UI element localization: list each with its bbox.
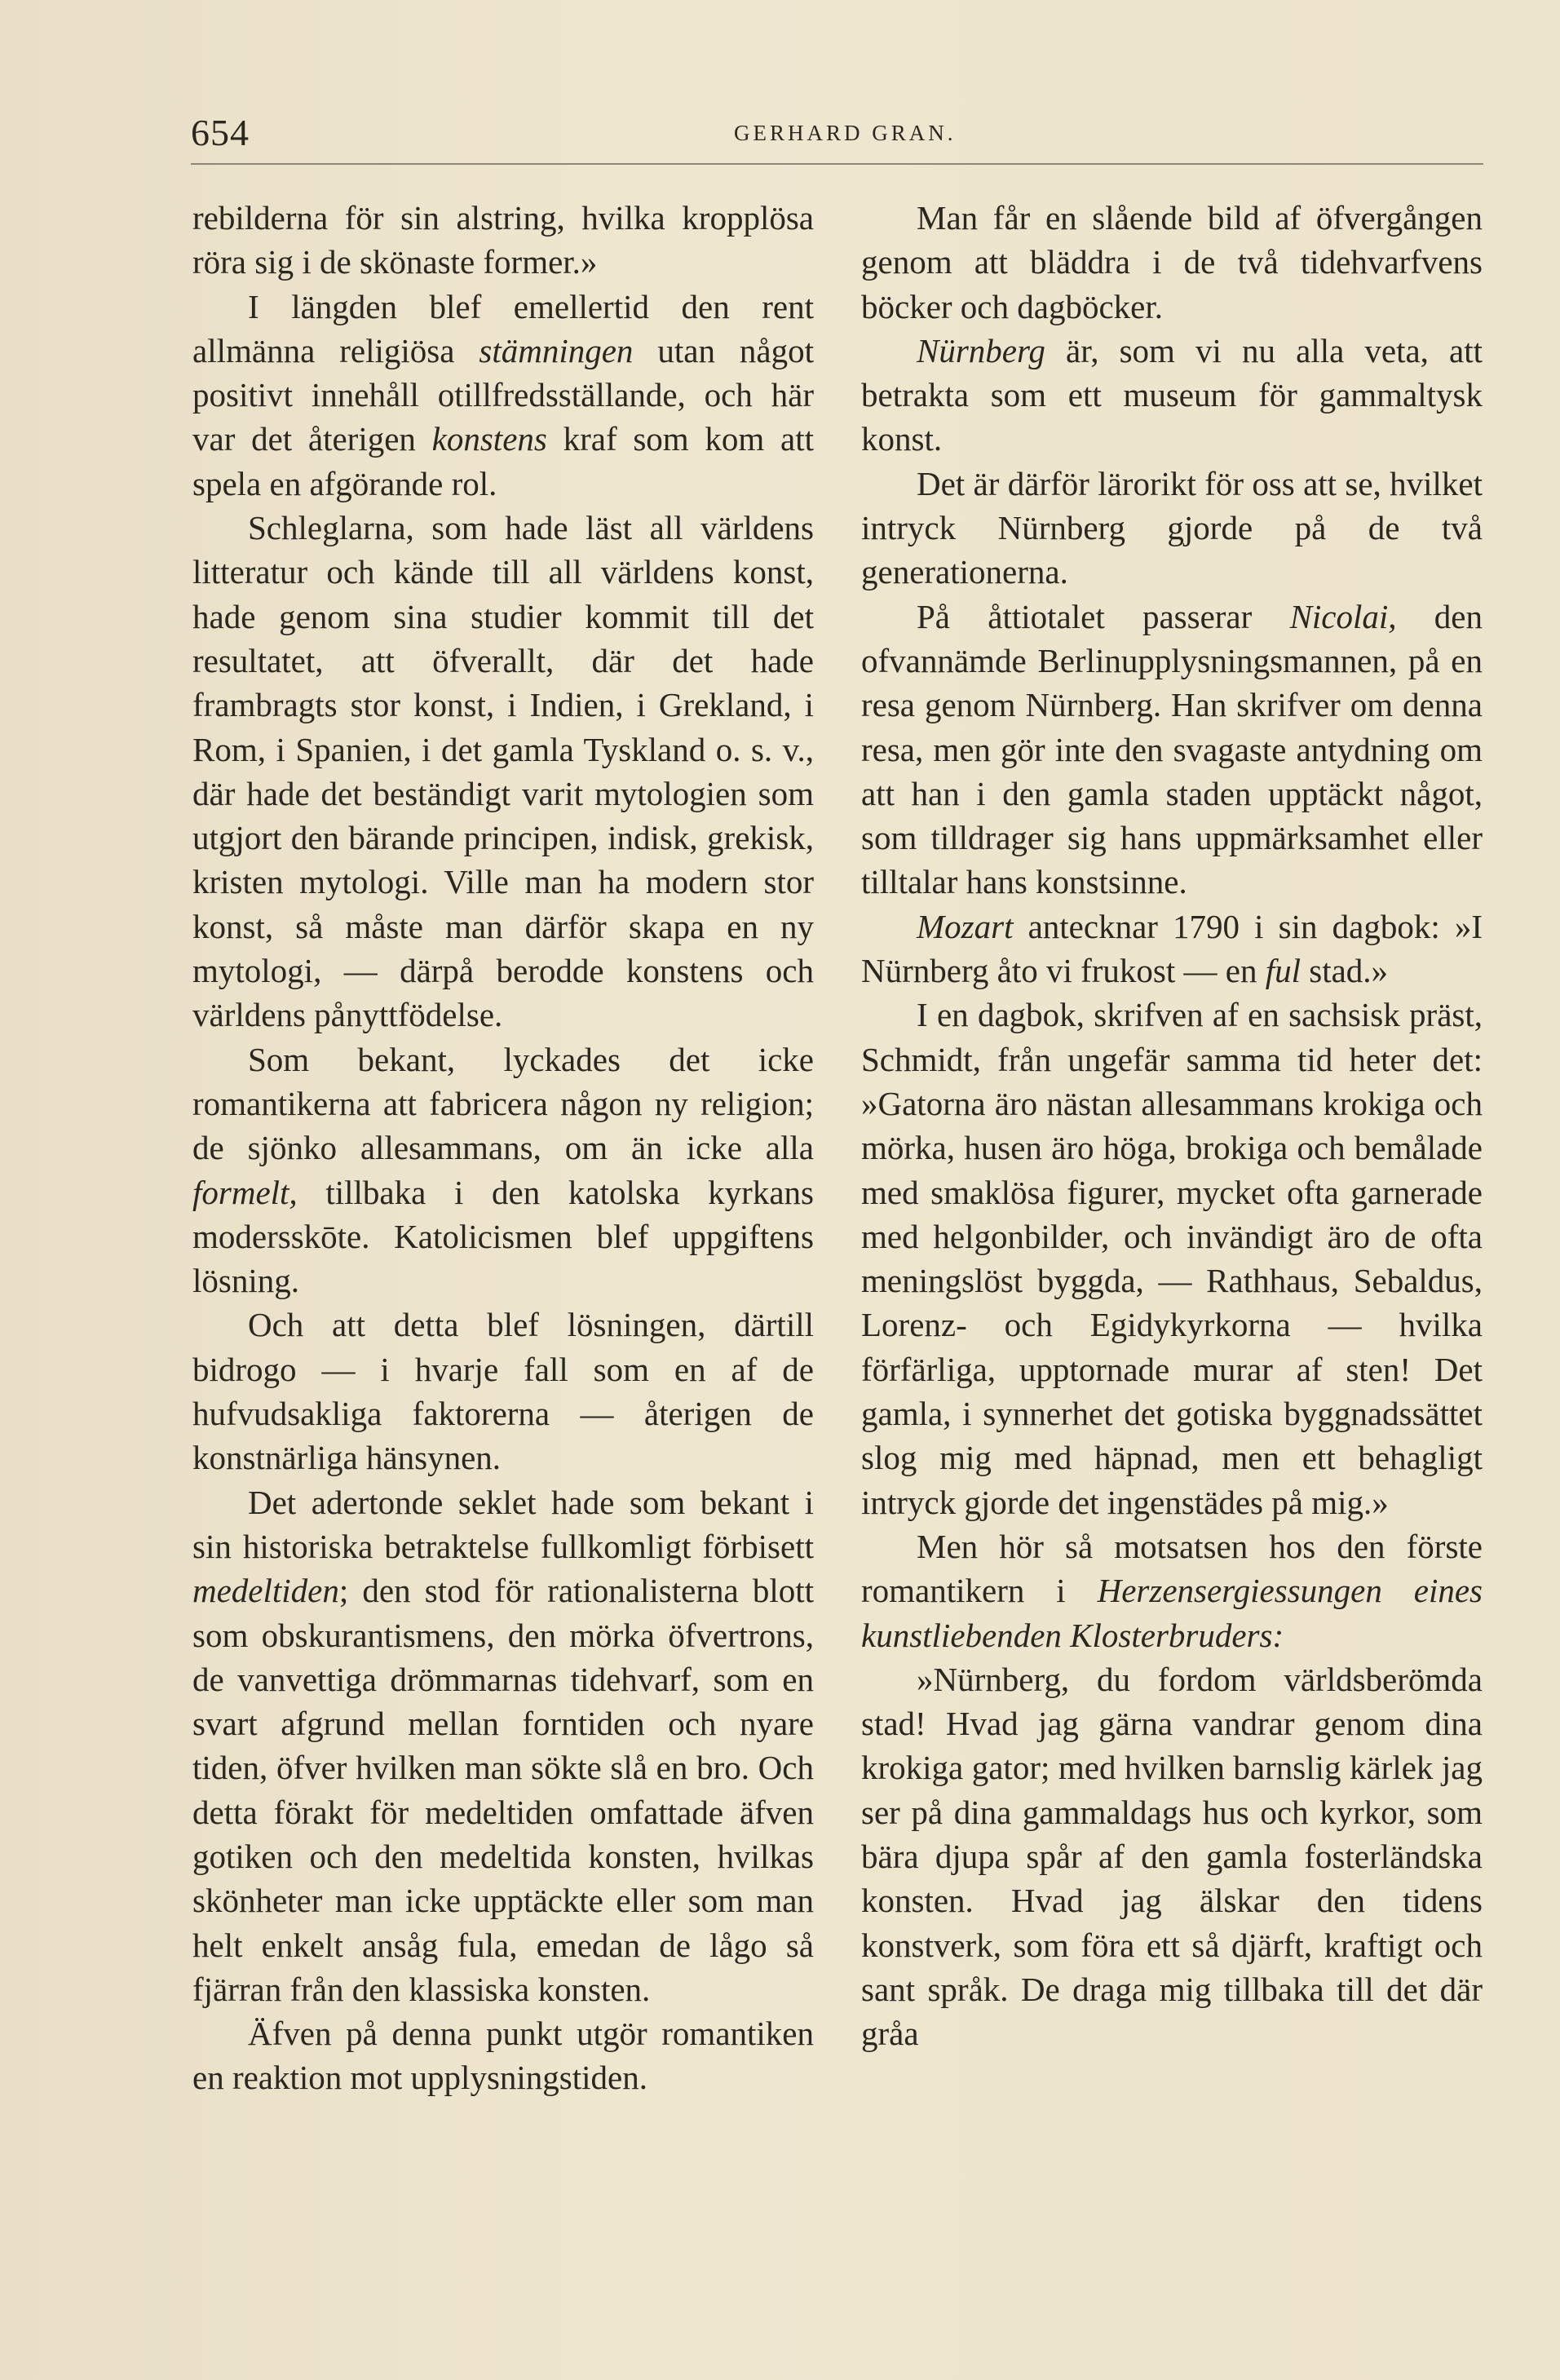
emphasis: Nürnberg [917, 331, 1045, 369]
left-paragraph-2: I längden blef emellertid den rent allmänna religiösa stämningen utan något positivt innehåll otillfredsställande, och här var det återigen konstens kraf som kom att spela en afgörande rol. [192, 287, 814, 502]
emphasis: formelt, [192, 1173, 298, 1211]
right-column [861, 196, 1483, 2055]
emphasis: Herzensergiessungen eines kunstliebenden Klosterbruders: [861, 1572, 1483, 1654]
emphasis: Mozart [917, 907, 1014, 945]
right-paragraph-2: Nürnberg är, som vi nu alla veta, att betrakta som ett museum för gammaltysk konst. [861, 331, 1483, 458]
left-paragraph-1: rebilderna för sin alstring, hvilka kropplösa röra sig i de skönaste former.» [192, 199, 814, 281]
right-paragraph-5: Mozart antecknar 1790 i sin dagbok: »I Nürnberg åto vi frukost — en ful stad.» [861, 907, 1483, 990]
left-column [192, 196, 814, 2100]
emphasis: Nicolai, [1289, 597, 1397, 635]
header-rule [191, 163, 1483, 165]
left-paragraph-6: Det adertonde seklet hade som bekant i sin historiska betraktelse fullkomligt förbisett medeltiden; den stod för rationalisterna blott som obskurantismens, den mörka öfvertrons, de vanvettiga drömmarnas tidehvarf, som en svart afgrund mellan forntiden och nyare tiden, öfver hvilken man sökte slå en bro. Och detta förakt för medeltiden omfattade äfven gotiken och den medeltida konsten, hvilkas skönheter man icke upptäckte eller som man helt enkelt ansåg fula, emedan de lågo så fjärran från den klassiska konsten. [192, 1483, 814, 2008]
left-paragraph-5: Och att detta blef lösningen, därtill bidrogo — i hvarje fall som en af de hufvudsakliga faktorerna — återigen de konstnärliga hänsynen. [192, 1306, 814, 1477]
page-number: 654 [191, 112, 250, 153]
emphasis: konstens [431, 420, 547, 458]
right-paragraph-6: I en dagbok, skrifven af en sachsisk präst, Schmidt, från ungefär samma tid heter det: »Gatorna äro nästan allesammans krokiga och mörka, husen äro höga, brokiga och bemålade med smaklösa figurer, mycket ofta garnerade med helgonbilder, och invändigt äro de ofta meningslöst byggda, — Rathhaus, Sebaldus, Lorenz- och Egidykyrkorna — hvilka förfärliga, upptornade murar af sten! Det gamla, i synnerhet det gotiska byggnadssättet slog mig med häpnad, men ett behagligt intryck gjorde det ingenstädes på mig.» [861, 996, 1483, 1521]
emphasis: medeltiden [192, 1572, 339, 1610]
left-paragraph-4: Som bekant, lyckades det icke romantikerna att fabricera någon ny religion; de sjönko allesammans, om än icke alla formelt, tillbaka i den katolska kyrkans modersskōte. Katolicismen blef uppgiftens lösning. [192, 1040, 814, 1300]
right-paragraph-7: Men hör så motsatsen hos den förste romantikern i Herzensergiessungen eines kunstliebenden Klosterbruders: [861, 1527, 1483, 1654]
right-paragraph-8: »Nürnberg, du fordom världsberömda stad! Hvad jag gärna vandrar genom dina krokiga gator; med hvilken barnslig kärlek jag ser på dina gammaldags hus och kyrkor, som bära djupa spår af den gamla fosterländska konsten. Hvad jag älskar den tidens konstverk, som föra ett så djärft, kraftigt och sant språk. De draga mig tillbaka till det där gråa [861, 1660, 1483, 2053]
right-paragraph-1: Man får en slående bild af öfvergången genom att bläddra i de två tidehvarfvens böcker och dagböcker. [861, 199, 1483, 325]
right-paragraph-3: Det är därför lärorikt för oss att se, hvilket intryck Nürnberg gjorde på de två generationerna. [861, 464, 1483, 591]
running-head: GERHARD GRAN. [734, 121, 957, 145]
right-paragraph-4: På åttiotalet passerar Nicolai, den ofvannämde Berlinupplysningsmannen, på en resa genom Nürnberg. Han skrifver om denna resa, men gör inte den svagaste antydning om att han i den gamla staden upptäckt något, som tilldrager sig hans uppmärksamhet eller tilltalar hans konstsinne. [861, 597, 1483, 901]
left-paragraph-7: Äfven på denna punkt utgör romantiken en reaktion mot upplysningstiden. [192, 2015, 814, 2097]
left-paragraph-3: Schleglarna, som hade läst all världens litteratur och kände till all världens konst, hade genom sina studier kommit till det resultatet, att öfverallt, där det hade frambragts stor konst, i Indien, i Grekland, i Rom, i Spanien, i det gamla Tyskland o. s. v., där hade det beständigt varit mytologien som utgjort den bärande principen, indisk, grekisk, kristen mytologi. Ville man ha modern stor konst, så måste man därför skapa en ny mytologi, — därpå berodde konstens och världens pånyttfödelse. [192, 509, 814, 1034]
emphasis: stämningen [479, 331, 634, 369]
emphasis: ful [1265, 952, 1301, 990]
